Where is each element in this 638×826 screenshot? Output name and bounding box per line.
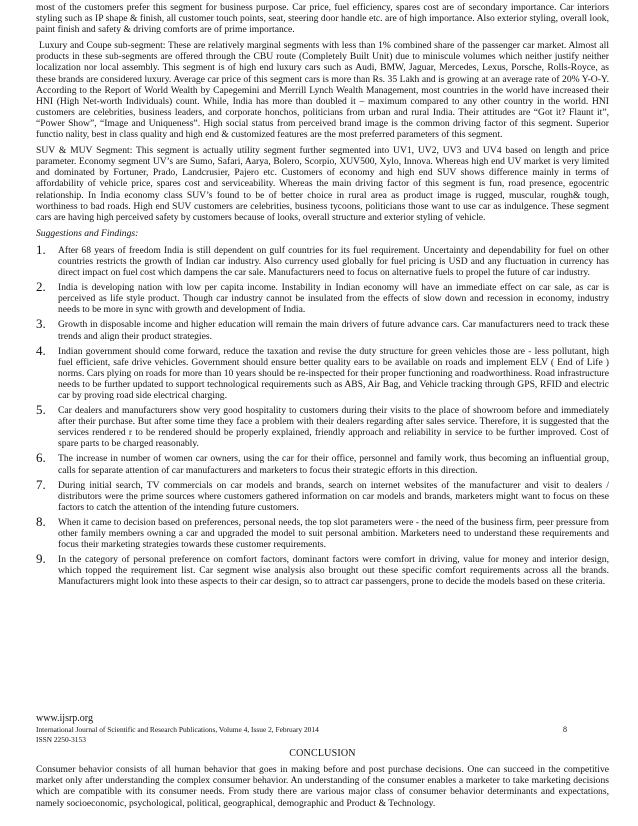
list-item-text: When it came to decision based on preferences, personal needs, the top slot parameters were - the need of the business firm, peer pressure from other family members owning a car and upgraded the model to suit personal ambition. Marketers need to understand these requirements and focus their marketing strategies towards these customer requirements. — [58, 516, 609, 551]
issn-label: ISSN 2250-3153 — [36, 735, 86, 744]
conclusion-paragraph: Consumer behavior consists of all human behavior that goes in making before and post purchase decisions. One can succeed in the competitive market only after understanding the complex consumer behavior. An understanding of the consumer enables a marketer to take marketing decisions which are compatible with its consumer needs. From study there are various major class of consumer behavior determinants and expectations, namely socioeconomic, psychological, political, geographical, demographic and Product & Technology. — [36, 764, 609, 809]
list-item-text: Growth in disposable income and higher education will remain the main drivers of future advance cars. Car manufacturers need to track these trends and align their product strategies. — [58, 319, 609, 342]
list-item-text: In the category of personal preference on comfort factors, dominant factors were comfort in driving, value for money and interior design, which topped the requirement list. Car segment wise analysis also brought out these specific comfort requirements across all the brands. Manufacturers might look into these aspects to their car design, so to attract car passengers, prone to decide the models based on these criteria. — [58, 554, 609, 588]
list-item — [36, 513, 609, 551]
list-item — [36, 279, 609, 316]
paragraph-suv-segment: SUV & MUV Segment: This segment is actually utility segment further segmented into UV1, UV2, UV3 and UV4 based on length and price parameter. Economy segment UV’s are Sumo, Safari, Aarya, Bolero, Scorpio, XUV500, Xylo, Innova. Whereas high end UV market is very limited and dominated by Fortuner, Prado, Landcrusier, Pajero etc. Customers of economy and high end SUV shows difference mainly in terms of affordability of vehicle price, spares cost and serviceability. Whereas the main driving factor of this segment is fun, road presence, egocentric relationship. In India economy class SUV’s found to be of better choice in rural area as product image is rugged, muscular, rough& tough, worthiness to bad roads. High end SUV customers are celebrities, business tycoons, politicians those want to use car as indulgence. These segment cars are having high perceived safety by customers because of looks, overall structure and exterior styling of vehicle. — [36, 145, 609, 223]
page-body — [36, 2, 609, 592]
findings-list — [36, 241, 609, 588]
list-item-number: 7. — [36, 476, 46, 492]
list-item — [36, 450, 609, 476]
list-item-text: Car dealers and manufacturers show very good hospitality to customers during their visits to the place of showroom before and immediately after their purchase. But after some time they face a problem with their dealers regarding after sales service. Therefore, it is suggested that the services rendered r to be rendered should be properly explained, friendly approach and reliability in service to be further improved. Cost of spare parts to be charged reasonably. — [58, 405, 609, 450]
conclusion-heading: CONCLUSION — [289, 748, 356, 759]
list-item — [36, 402, 609, 450]
list-item-number: 5. — [36, 402, 46, 418]
list-item-number: 1. — [36, 241, 46, 257]
list-item-number: 9. — [36, 551, 46, 567]
list-item-text: After 68 years of freedom India is still dependent on gulf countries for its fuel requirement. Uncertainty and dependability for fuel on other countries restricts the growth of Indian car industry. Also currency used globally for fuel pricing is USD and any fluctuation in currency has direct impact on fuel cost which dampens the car sale. Manufacturers need to focus on alternative fuels to propel the future of car industry. — [58, 244, 609, 279]
list-item-number: 2. — [36, 279, 46, 295]
page-footer — [36, 713, 609, 809]
page-number: 8 — [563, 725, 567, 734]
paragraph-commercial-segment: most of the customers prefer this segment for business purpose. Car price, fuel efficiency, spares cost are of secondary importance. Car interiors styling such as IP shape & finish, all customer touch points, seat, steering door handle etc. are of high importance. Also exterior styling, overall look, paint finish and safety & driving comforts are of prime importance. — [36, 2, 609, 36]
list-item-text: Indian government should come forward, reduce the taxation and revise the duty structure for green vehicles those are - less pollutant, high fuel efficient, safe drive vehicles. Government should ensure better quality ears to be available on roads and implement ELV ( End of Life ) norms. Cars plying on roads for more than 10 years should be re-inspected for their proper functioning and roadworthiness. Road infrastructure needs to be further updated to support technological requirements such as ABS, Air Bag, and Vehicle tracking through GPS, RFID and electric car by proving road side electrical charging. — [58, 345, 609, 401]
paragraph-luxury-segment: Luxury and Coupe sub-segment: These are relatively marginal segments with less than 1% combined share of the passenger car market. Almost all products in these sub-segments are offered through the CBU route (Completely Built Unit) due to miniscule volumes which neither justify neither localization nor local assembly. This segment is of high end luxury cars such as Audi, BMW, Jaguar, Mercedes, Lexus, Porsche, Rolls-Royce, as these brands are considered luxury. Average car price of this segment cars is more than Rs. 35 Lakh and is growing at an average rate of 20% Y-O-Y. According to the Report of World Wealth by Capegemini and Merrill Lynch Wealth Management, most countries in the world have increased their HNI (High Net-worth Individuals) count. While, India has more than doubled it – maximum compared to any other country in the world. HNI customers are celebrities, business leaders, and corporate honchos, politicians from urban and rural India. Their attitudes are “Got it? Flaunt it”, “Power Show”, “Image and Uniqueness”. High social status from perceived brand image is the common driving factor of this segment. Superior functio nality, best in class quality and high end & customized features are the most preferred parameters of this segment. — [36, 40, 609, 141]
list-item — [36, 241, 609, 279]
list-item-text: During initial search, TV commercials on car models and brands, search on internet websites of the manufacturer and visit to dealers / distributors were the prime sources where customers gathered information on car models and brands, marketers might want to focus on these factors to catch the attention of the intending future customers. — [58, 479, 609, 513]
list-item-text: The increase in number of women car owners, using the car for their office, personnel and family work, thus becoming an influential group, calls for separate attention of car manufacturers and marketers to focus their strategic efforts in this direction. — [58, 453, 609, 476]
list-item — [36, 476, 609, 513]
list-item-number: 8. — [36, 513, 46, 529]
list-item-text: India is developing nation with low per capita income. Instability in Indian economy will have an immediate effect on car sale, as car is perceived as life style product. Though car industry cannot be insulated from the effects of slow down and recession in economy, industry needs to be more in sync with growth and development of India. — [58, 282, 609, 316]
list-item-number: 4. — [36, 342, 46, 358]
list-item-number: 3. — [36, 316, 46, 332]
list-item-number: 6. — [36, 450, 46, 466]
section-heading-suggestions: Suggestions and Findings: — [36, 227, 139, 239]
list-item — [36, 316, 609, 342]
journal-website-link[interactable]: www.ijsrp.org — [36, 713, 93, 724]
list-item — [36, 342, 609, 401]
journal-citation — [36, 725, 609, 735]
journal-name: International Journal of Scientific and Research Publications, Volume 4, Issue 2, February 2014 — [36, 725, 319, 734]
list-item — [36, 551, 609, 588]
